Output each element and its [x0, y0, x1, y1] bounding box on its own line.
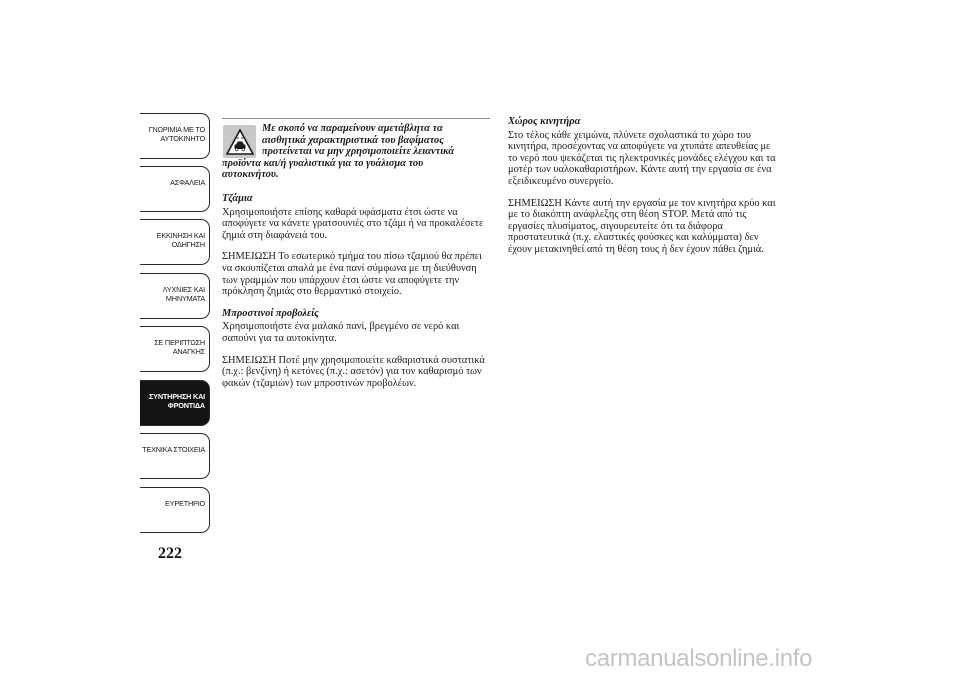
- warning-text: [222, 123, 490, 181]
- headlights-note: ΣΗΜΕΙΩΣΗ Ποτέ μην χρησιμοποιείτε καθαριστικά συστατικά (π.χ.: βενζίνη) ή κετόνες (π.χ.: ασετόν) για τον καθαρισμό των φακών (τζαμιών) των μπροστινών προβολέων.: [222, 354, 485, 389]
- engine-note: ΣΗΜΕΙΩΣΗ Κάντε αυτή την εργασία με τον κινητήρα κρύο και με το διακόπτη ανάφλεξης στη θέση STOP. Μετά από τις εργασίες πλυσίματος, σιγουρευτείτε ότι τα διάφορα προστατευτικά (π.χ. ελαστικές φούσκες και καλύμματα) δεν έχουν μετακινηθεί από τη θέση τους ή δεν έχουν πάθει ζημιά.: [508, 197, 776, 255]
- car-wash-warning-icon: [223, 125, 256, 158]
- tab-emergency[interactable]: ΣΕ ΠΕΡΙΠΤΩΣΗ ΑΝΑΓΚΗΣ: [140, 326, 210, 372]
- tab-index[interactable]: ΕΥΡΕΤΗΡΙΟ: [140, 487, 210, 533]
- warning-line: Με σκοπό να παραμείνουν αμετάβλητα τα: [262, 123, 443, 134]
- headlights-heading: Μπροστινοί προβολείς: [222, 307, 319, 319]
- top-rule: [222, 118, 490, 119]
- warning-line: αυτοκινήτου.: [222, 169, 279, 181]
- tab-warning-lights[interactable]: ΛΥΧΝΙΕΣ ΚΑΙ ΜΗΝΥΜΑΤΑ: [140, 273, 210, 319]
- engine-heading: Χώρος κινητήρα: [508, 116, 581, 127]
- tab-maintenance[interactable]: ΣΥΝΤΗΡΗΣΗ ΚΑΙ ΦΡΟΝΤΙΔΑ: [140, 380, 210, 426]
- tab-getting-to-know[interactable]: ΓΝΩΡΙΜΙΑ ΜΕ ΤΟ ΑΥΤΟΚΙΝΗΤΟ: [140, 113, 210, 159]
- windows-note: ΣΗΜΕΙΩΣΗ Το εσωτερικό τμήμα του πίσω τζαμιού θα πρέπει να σκουπίζεται απαλά με ένα πανί σύμφωνα με τη διεύθυνση των γραμμών που υπάρχουν έτσι ώστε να αποφύγετε την πρόκληση ζημιάς στο θερμαντικό στοιχείο.: [222, 251, 482, 298]
- tab-technical-data[interactable]: ΤΕΧΝΙΚΑ ΣΤΟΙΧΕΙΑ: [140, 433, 210, 479]
- watermark: carmanualsonline.info: [585, 645, 813, 672]
- chapter-sidebar: [140, 113, 210, 540]
- warning-line: προτείνεται να μην χρησιμοποιείτε λειαντικά: [262, 146, 455, 158]
- windows-heading: Τζάμια: [222, 192, 253, 204]
- page-number: 222: [158, 545, 182, 562]
- engine-text: Στο τέλος κάθε χειμώνα, πλύνετε σχολαστικά το χώρο του κινητήρα, προσέχοντας να αποφύγετε να χτυπάτε απευθείας με το νερό που ψεκάζεται τις ηλεκτρονικές μονάδες ελέγχου και τα μοτέρ των υαλοκαθαριστήρων. Κάντε αυτή την εργασία σε ένα εξειδικευμένο συνεργείο.: [508, 129, 776, 187]
- left-column: [222, 118, 490, 399]
- warning-line: αισθητικά χαρακτηριστικά του βαφίματος: [262, 134, 444, 146]
- tab-safety[interactable]: ΑΣΦΑΛΕΙΑ: [140, 166, 210, 212]
- right-column: [508, 116, 778, 266]
- tab-starting-driving[interactable]: ΕΚΚΙΝΗΣΗ ΚΑΙ ΟΔΗΓΗΣΗ: [140, 219, 210, 265]
- windows-text: Χρησιμοποιήστε επίσης καθαρά υφάσματα έτσι ώστε να αποφύγετε να κάνετε γρατσουνιές στο τζάμι ή να προκαλέσετε ζημιά στη διαφάνειά του.: [222, 206, 484, 241]
- warning-box: [222, 123, 490, 181]
- headlights-text: Χρησιμοποιήστε ένα μαλακό πανί, βρεγμένο σε νερό και σαπούνι για τα αυτοκίνητα.: [222, 321, 460, 344]
- warning-line: προϊόντα και/ή γυαλιστικά για το γυάλισμα του: [222, 157, 424, 169]
